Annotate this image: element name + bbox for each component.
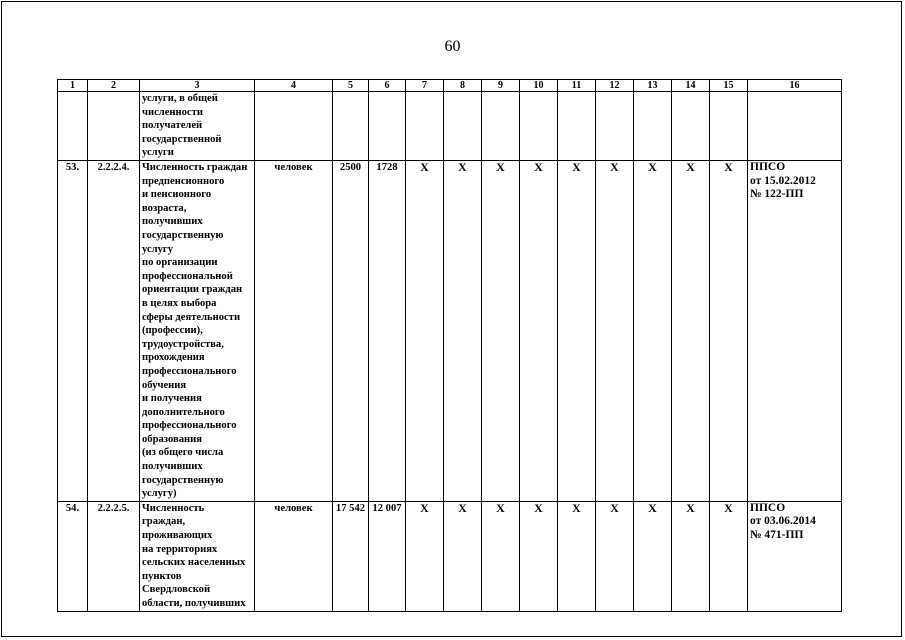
description-line: Численность граждан xyxy=(142,162,248,173)
header-cell: 1 xyxy=(58,80,88,92)
description-line: услуги xyxy=(142,147,174,159)
x-mark-cell: X xyxy=(710,501,748,611)
header-cell: 16 xyxy=(748,80,842,92)
x-mark-cell: X xyxy=(406,501,444,611)
description-line: профессионального xyxy=(142,420,237,432)
unit-cell: человек xyxy=(255,161,333,502)
description-line: получивших xyxy=(142,216,203,228)
row-code-cell: 2.2.2.5. xyxy=(88,501,140,611)
header-cell: 6 xyxy=(369,80,406,92)
legal-document-line: № 471-ПП xyxy=(750,528,804,541)
row-description-cell xyxy=(140,501,255,611)
row-number-cell: 54. xyxy=(58,501,88,611)
table-row xyxy=(58,161,842,502)
description-line: и пенсионного xyxy=(142,189,212,201)
header-cell: 15 xyxy=(710,80,748,92)
description-line: граждан, xyxy=(142,516,186,528)
legal-document-line: от 15.02.2012 xyxy=(750,174,816,187)
description-line: и получения xyxy=(142,393,202,405)
x-mark-cell: X xyxy=(406,161,444,502)
x-mark-cell: X xyxy=(558,501,596,611)
description-line: государственную xyxy=(142,474,224,486)
description-line: трудоустройства, xyxy=(142,338,224,350)
x-mark-cell: X xyxy=(482,501,520,611)
row-number-cell xyxy=(58,92,88,161)
x-mark-cell: X xyxy=(520,161,558,502)
x-mark-cell: X xyxy=(558,161,596,502)
header-cell: 8 xyxy=(444,80,482,92)
description-line: численности xyxy=(142,106,203,118)
header-cell: 2 xyxy=(88,80,140,92)
description-line: Численность xyxy=(142,502,205,514)
x-mark-cell: X xyxy=(596,161,634,502)
value-cell-col6: 1728 xyxy=(369,161,406,502)
header-cell: 12 xyxy=(596,80,634,92)
description-line: в целях выбора xyxy=(142,297,217,309)
header-cell: 11 xyxy=(558,80,596,92)
header-cell: 5 xyxy=(333,80,369,92)
description-line: прохождения xyxy=(142,352,205,364)
description-line: предпенсионного xyxy=(142,175,225,187)
x-mark-cell: X xyxy=(482,161,520,502)
description-line: государственной xyxy=(142,133,222,145)
description-line: на территориях xyxy=(142,543,218,555)
x-mark-cell: X xyxy=(444,501,482,611)
table-row xyxy=(58,501,842,611)
x-mark-cell: X xyxy=(672,501,710,611)
header-cell: 9 xyxy=(482,80,520,92)
header-cell: 14 xyxy=(672,80,710,92)
description-line: ориентации граждан xyxy=(142,284,243,296)
description-line: государственную xyxy=(142,229,224,241)
unit-cell: человек xyxy=(255,501,333,611)
description-line: проживающих xyxy=(142,530,213,542)
value-cell-col6: 12 007 xyxy=(369,501,406,611)
description-line: возраста, xyxy=(142,202,187,214)
x-mark-cell: X xyxy=(444,161,482,502)
description-line: получателей xyxy=(142,120,203,132)
value-cell-col5: 17 542 xyxy=(333,501,369,611)
description-line: услуги, в общей xyxy=(142,93,218,104)
x-mark-cell: X xyxy=(710,161,748,502)
x-mark-cell: X xyxy=(634,161,672,502)
row-description-cell xyxy=(140,161,255,502)
description-line: по организации xyxy=(142,257,218,269)
header-cell: 10 xyxy=(520,80,558,92)
row-code-cell xyxy=(88,92,140,161)
header-cell: 3 xyxy=(140,80,255,92)
description-line: услугу xyxy=(142,243,174,255)
x-mark-cell: X xyxy=(520,501,558,611)
legal-document-line: от 03.06.2014 xyxy=(750,515,816,528)
description-line: обучения xyxy=(142,379,187,391)
indicators-table xyxy=(57,79,842,612)
header-cell: 4 xyxy=(255,80,333,92)
table-header-row xyxy=(58,80,842,92)
description-line: профессиональной xyxy=(142,270,233,282)
legal-document-line: ППСО xyxy=(750,501,786,514)
legal-document-cell xyxy=(748,161,842,502)
row-description-cell xyxy=(140,92,255,161)
description-line: дополнительного xyxy=(142,406,225,418)
x-mark-cell: X xyxy=(634,501,672,611)
description-line: услугу) xyxy=(142,488,177,500)
description-line: Свердловской xyxy=(142,584,211,596)
description-line: получивших xyxy=(142,461,203,473)
header-cell: 13 xyxy=(634,80,672,92)
x-mark-cell: X xyxy=(672,161,710,502)
row-number-cell: 53. xyxy=(58,161,88,502)
legal-document-cell xyxy=(748,501,842,611)
description-line: профессионального xyxy=(142,365,237,377)
description-line: образования xyxy=(142,433,202,445)
row-code-cell: 2.2.2.4. xyxy=(88,161,140,502)
description-line: (из общего числа xyxy=(142,447,224,459)
description-line: пунктов xyxy=(142,570,182,582)
table-row-continuation xyxy=(58,92,842,161)
page-number: 60 xyxy=(444,38,461,55)
description-line: сельских населенных xyxy=(142,557,246,569)
legal-document-line: № 122-ПП xyxy=(750,188,804,200)
value-cell-col5: 2500 xyxy=(333,161,369,502)
legal-document-line: ППСО xyxy=(750,161,786,173)
description-line: области, получивших xyxy=(142,598,246,609)
description-line: сферы деятельности xyxy=(142,311,241,323)
x-mark-cell: X xyxy=(596,501,634,611)
description-line: (профессии), xyxy=(142,325,203,337)
header-cell: 7 xyxy=(406,80,444,92)
